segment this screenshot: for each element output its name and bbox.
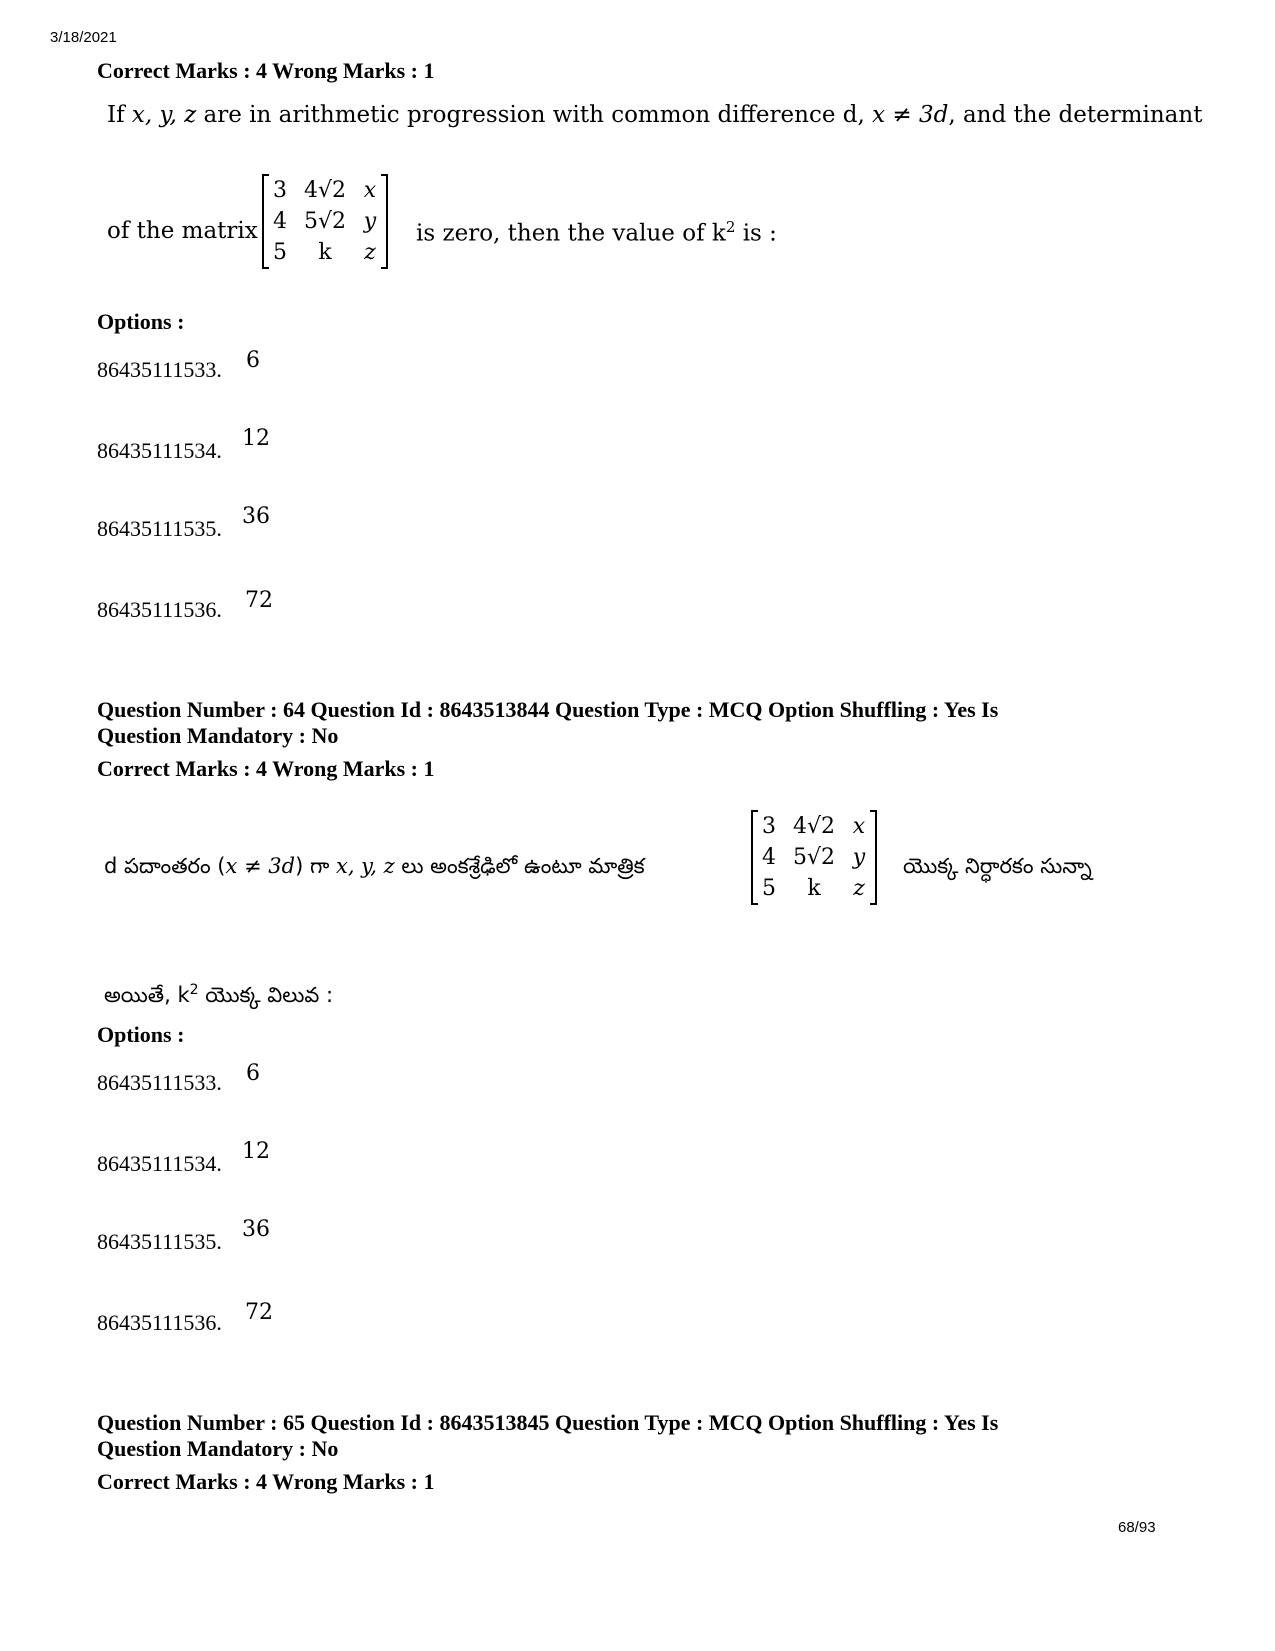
q63-option-value: 72 [245, 588, 273, 613]
q63-matrix-cell: y [363, 209, 377, 234]
q64-matrix-cell: 4 [762, 845, 776, 870]
q64-option-value: 6 [246, 1061, 260, 1086]
q64-tel2-sup: 2 [189, 982, 199, 998]
q63-text-2: are in arithmetic progression with common difference d, [196, 102, 873, 128]
q63-option-id: 86435111533. [97, 357, 222, 382]
print-date: 3/18/2021 [50, 29, 117, 46]
q63-option-value: 36 [242, 504, 270, 529]
q63-option-id: 86435111536. [97, 597, 222, 622]
q63-text-3: , and the determinant [948, 102, 1203, 128]
q64-option-id: 86435111534. [97, 1151, 222, 1176]
q63-matrix-prefix: of the matrix [107, 218, 258, 244]
q63-option-id: 86435111534. [97, 438, 222, 463]
q63-text-1: If [107, 102, 132, 128]
q64-matrix-cell: 4√2 [793, 814, 836, 839]
q64-option-id: 86435111533. [97, 1070, 222, 1095]
q63-matrix-cell: 3 [273, 178, 287, 203]
q64-tel-vars: x, y, z [335, 854, 395, 878]
q64-matrix-cell: x [852, 814, 866, 839]
q65-marks: Correct Marks : 4 Wrong Marks : 1 [97, 1469, 435, 1494]
q64-matrix-cell: k [807, 876, 821, 901]
q63-matrix-cell: 4 [273, 209, 287, 234]
q64-tel2-b: యొక్క విలువ : [198, 983, 334, 1007]
q64-matrix-cell: 3 [762, 814, 776, 839]
q64-matrix-cell: 5 [762, 876, 776, 901]
q64-matrix-cell: 5√2 [793, 845, 836, 870]
q63-matrix-cell: x [363, 178, 377, 203]
q63-options-label: Options : [97, 309, 185, 334]
q64-telugu-line2 [104, 982, 333, 1013]
q63-question-line1 [107, 102, 1202, 128]
q63-condition: x ≠ 3d [872, 102, 949, 128]
q63-matrix-cell: z [364, 240, 376, 265]
q64-options-label: Options : [97, 1022, 185, 1047]
q64-tel2-a: అయితే, k [104, 983, 190, 1007]
q63-matrix-cell: 5√2 [304, 209, 347, 234]
q63-matrix [262, 174, 388, 269]
q63-matrix-cell: 5 [273, 240, 287, 265]
q64-telugu-line1-right: యొక్క నిర్ధారకం సున్నా [903, 854, 1092, 878]
q63-suffix-b: is : [735, 220, 777, 247]
q64-marks: Correct Marks : 4 Wrong Marks : 1 [97, 756, 435, 781]
q64-option-id: 86435111535. [97, 1229, 222, 1254]
q63-option-id: 86435111535. [97, 516, 222, 541]
q65-meta-line2: Question Mandatory : No [97, 1436, 339, 1461]
q63-suffix-a: is zero, then the value of k [416, 220, 726, 247]
page-number: 68/93 [1118, 1519, 1156, 1536]
q64-telugu-line1-left [104, 854, 645, 884]
q64-tel-b: ) గా [295, 854, 336, 878]
q63-vars: x, y, z [131, 102, 197, 128]
q65-meta-line1: Question Number : 65 Question Id : 8643513845 Question Type : MCQ Option Shuffling : Yes Is [97, 1410, 999, 1435]
q64-tel-c: లు అంకశ్రేఢిలో ఉంటూ మాత్రిక [394, 854, 645, 878]
q64-tel-a: d పదాంతరం ( [104, 854, 226, 878]
q64-matrix-cell: z [853, 876, 865, 901]
q64-matrix [751, 810, 877, 905]
q64-option-value: 72 [245, 1300, 273, 1325]
q64-matrix-cell: y [852, 845, 866, 870]
q64-option-id: 86435111536. [97, 1310, 222, 1335]
q64-meta-line2: Question Mandatory : No [97, 723, 339, 748]
q63-matrix-cell: k [318, 240, 332, 265]
q64-option-value: 12 [242, 1139, 270, 1164]
q63-option-value: 12 [242, 426, 270, 451]
q63-marks: Correct Marks : 4 Wrong Marks : 1 [97, 58, 435, 83]
q64-tel-cond: x ≠ 3d [225, 854, 296, 878]
q63-suffix-sup: 2 [725, 218, 736, 236]
q64-meta-line1: Question Number : 64 Question Id : 8643513844 Question Type : MCQ Option Shuffling : Yes Is [97, 697, 999, 722]
q63-matrix-suffix [416, 218, 777, 247]
q63-option-value: 6 [246, 348, 260, 373]
q64-option-value: 36 [242, 1217, 270, 1242]
q63-matrix-cell: 4√2 [304, 178, 347, 203]
